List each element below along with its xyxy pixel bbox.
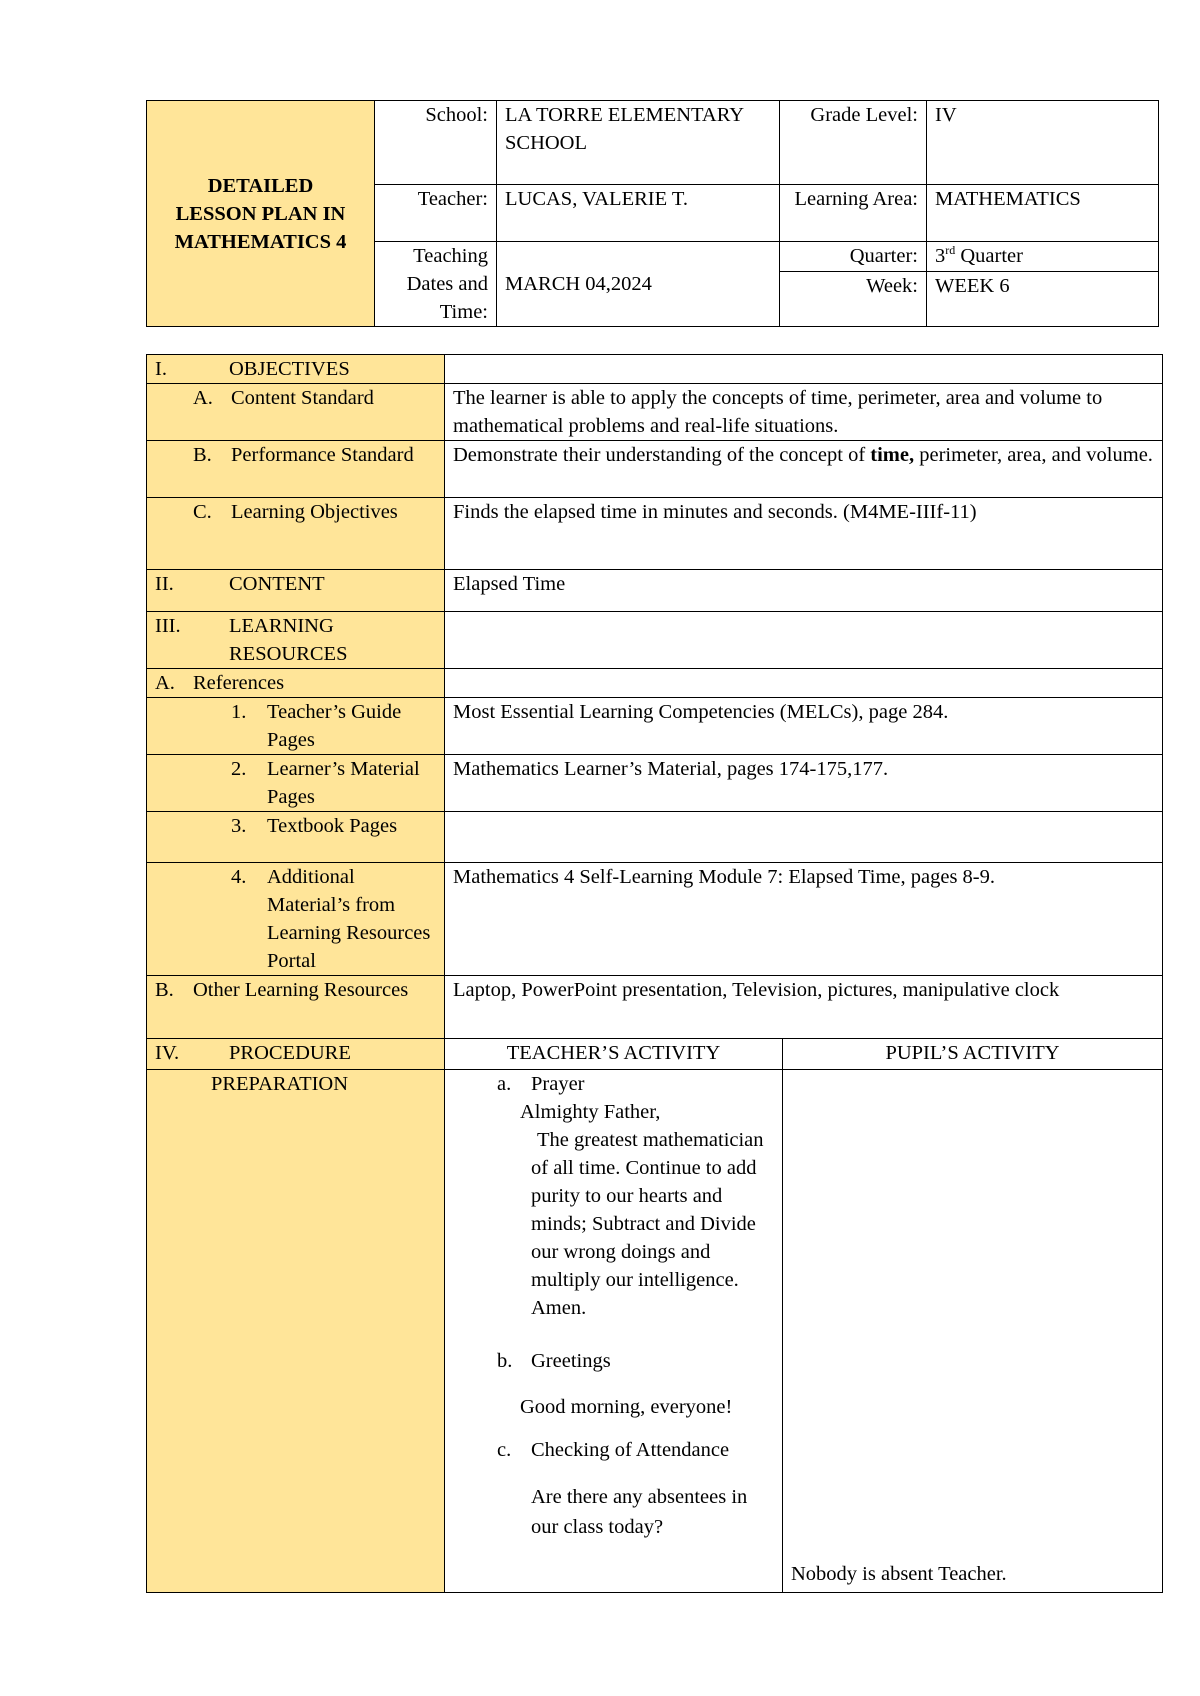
learning-resources-row: III. LEARNING RESOURCES bbox=[147, 612, 1163, 669]
teacher-value: LUCAS, VALERIE T. bbox=[497, 185, 780, 242]
learning-resources-label: LEARNING RESOURCES bbox=[229, 615, 348, 665]
week-label: Week: bbox=[780, 272, 927, 327]
learning-objectives-label: Learning Objectives bbox=[231, 501, 398, 523]
learning-objectives-row: C. Learning Objectives Finds the elapsed time in minutes and seconds. (M4ME-IIIf-11) bbox=[147, 498, 1163, 570]
lm-pages-label: Learner’s Material Pages bbox=[267, 758, 420, 808]
procedure-row: IV. PROCEDURE TEACHER’S ACTIVITY PUPIL’S ACTIVITY bbox=[147, 1039, 1163, 1070]
references-label: References bbox=[193, 672, 285, 694]
grade-level-value: IV bbox=[927, 101, 1159, 185]
other-resources-row: B. Other Learning Resources Laptop, PowerPoint presentation, Television, pictures, manipulative clock bbox=[147, 976, 1163, 1039]
preparation-label: PREPARATION bbox=[147, 1070, 445, 1593]
content-standard-label: Content Standard bbox=[231, 387, 374, 409]
greetings-text: Good morning, everyone! bbox=[520, 1396, 733, 1418]
performance-standard-row: B. Performance Standard Demonstrate their understanding of the concept of time, perimeter, area, and volume. bbox=[147, 441, 1163, 498]
tg-pages-row: 1. Teacher’s Guide Pages Most Essential Learning Competencies (MELCs), page 284. bbox=[147, 698, 1163, 755]
header-table bbox=[146, 100, 1159, 327]
additional-materials-row: 4. Additional Material’s from Learning Resources Portal Mathematics 4 Self-Learning Module 7: Elapsed Time, pages 8-9. bbox=[147, 863, 1163, 976]
performance-standard-value: Demonstrate their understanding of the concept of time, perimeter, area, and volume. bbox=[445, 441, 1163, 498]
content-standard-row: A. Content Standard The learner is able to apply the concepts of time, perimeter, area and volume to mathematical problems and real-life situations. bbox=[147, 384, 1163, 441]
learning-objectives-value: Finds the elapsed time in minutes and seconds. (M4ME-IIIf-11) bbox=[445, 498, 1163, 570]
tg-pages-label: Teacher’s Guide Pages bbox=[267, 701, 402, 751]
teacher-label: Teacher: bbox=[375, 185, 497, 242]
lm-pages-value: Mathematics Learner’s Material, pages 174-175,177. bbox=[445, 755, 1163, 812]
references-row: A. References bbox=[147, 669, 1163, 698]
objectives-row: I. OBJECTIVES bbox=[147, 355, 1163, 384]
content-standard-value: The learner is able to apply the concepts of time, perimeter, area and volume to mathematical problems and real-life situations. bbox=[445, 384, 1163, 441]
pupil-activity-heading: PUPIL’S ACTIVITY bbox=[783, 1039, 1163, 1070]
other-resources-label: Other Learning Resources bbox=[193, 979, 409, 1001]
procedure-label: PROCEDURE bbox=[229, 1042, 351, 1064]
objectives-label: OBJECTIVES bbox=[229, 358, 350, 380]
greetings-item: b. Greetings bbox=[497, 1350, 611, 1372]
lesson-plan-title: DETAILED LESSON PLAN IN MATHEMATICS 4 bbox=[147, 101, 375, 327]
school-label: School: bbox=[375, 101, 497, 185]
quarter-label: Quarter: bbox=[780, 242, 927, 272]
quarter-value: 3rd Quarter bbox=[927, 242, 1159, 272]
textbook-pages-row: 3. Textbook Pages bbox=[147, 812, 1163, 863]
learning-area-value: MATHEMATICS bbox=[927, 185, 1159, 242]
content-row: II. CONTENT Elapsed Time bbox=[147, 570, 1163, 612]
teacher-activity-heading: TEACHER’S ACTIVITY bbox=[445, 1039, 783, 1070]
prayer-opening: Almighty Father, bbox=[520, 1101, 661, 1123]
lm-pages-row: 2. Learner’s Material Pages Mathematics Learner’s Material, pages 174-175,177. bbox=[147, 755, 1163, 812]
teaching-dates-label: Teaching Dates and Time: bbox=[375, 242, 497, 327]
content-value: Elapsed Time bbox=[445, 570, 1163, 612]
attendance-question: Are there any absentees in our class today? bbox=[531, 1486, 748, 1538]
textbook-pages-label: Textbook Pages bbox=[267, 815, 398, 837]
learning-area-label: Learning Area: bbox=[780, 185, 927, 242]
content-label: CONTENT bbox=[229, 573, 325, 595]
textbook-pages-value bbox=[445, 812, 1163, 863]
teacher-activity-cell bbox=[445, 1070, 783, 1593]
additional-materials-value: Mathematics 4 Self-Learning Module 7: Elapsed Time, pages 8-9. bbox=[445, 863, 1163, 976]
prayer-text: The greatest mathematician of all time. Continue to add purity to our hearts and minds; Subtract and Divide our wrong doings and multiply our intelligence. Amen. bbox=[531, 1129, 764, 1319]
grade-level-label: Grade Level: bbox=[780, 101, 927, 185]
prayer-item: a. Prayer bbox=[497, 1073, 585, 1095]
lesson-plan-table bbox=[146, 354, 1163, 1593]
preparation-row bbox=[147, 1070, 1163, 1593]
teaching-dates-value: MARCH 04,2024 bbox=[497, 242, 780, 327]
pupil-response: Nobody is absent Teacher. bbox=[783, 1070, 1163, 1593]
performance-standard-label: Performance Standard bbox=[231, 444, 414, 466]
school-value: LA TORRE ELEMENTARY SCHOOL bbox=[497, 101, 780, 185]
other-resources-value: Laptop, PowerPoint presentation, Television, pictures, manipulative clock bbox=[445, 976, 1163, 1039]
week-value: WEEK 6 bbox=[927, 272, 1159, 327]
attendance-item: c. Checking of Attendance bbox=[497, 1439, 730, 1461]
tg-pages-value: Most Essential Learning Competencies (MELCs), page 284. bbox=[445, 698, 1163, 755]
additional-materials-label: Additional Material’s from Learning Resources Portal bbox=[267, 866, 431, 972]
